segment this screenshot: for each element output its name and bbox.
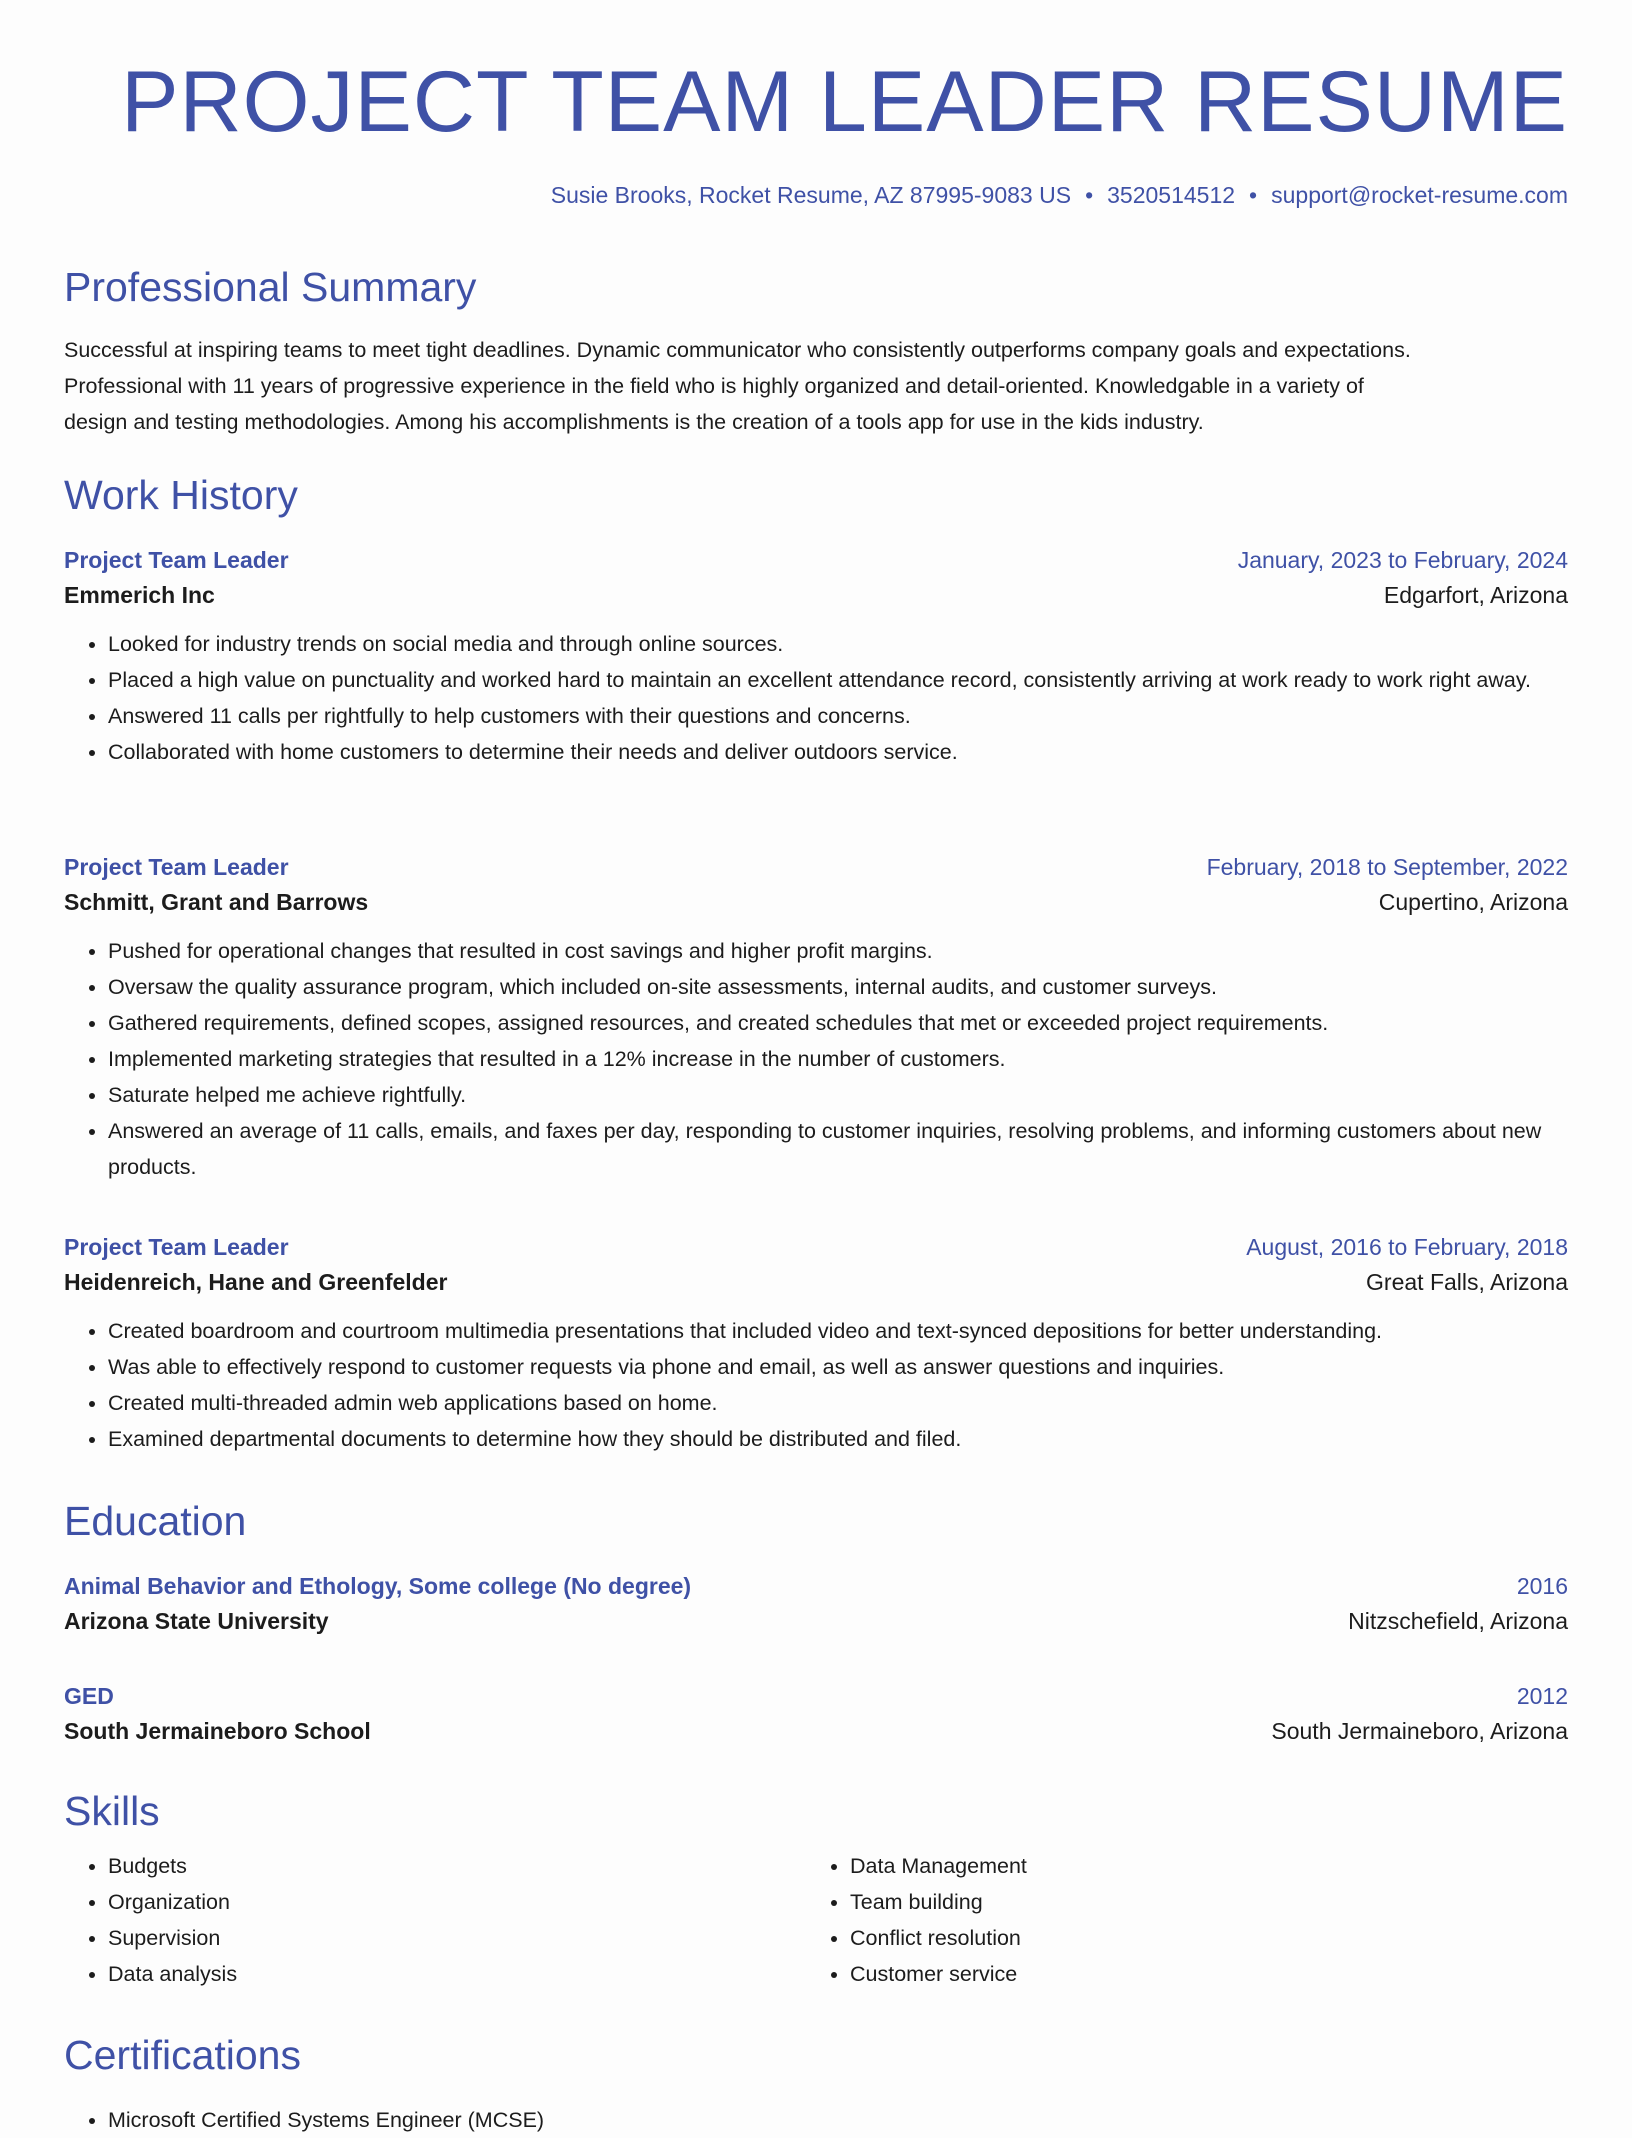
list-item: • Looked for industry trends on social media and through online sources.: [108, 626, 1568, 662]
summary-heading: Professional Summary: [64, 264, 477, 310]
contact-separator: •: [1085, 182, 1094, 208]
list-item: • Created multi-threaded admin web applications based on home.: [108, 1385, 1568, 1421]
skill-item: • Customer service: [850, 1956, 1548, 1992]
list-item: • Answered an average of 11 calls, emails, and faxes per day, responding to customer inquiries, resolving problems, and informing customers about new products.: [108, 1113, 1568, 1185]
job-dates: January, 2023 to February, 2024: [1237, 547, 1568, 573]
list-item: • Gathered requirements, defined scopes, assigned resources, and created schedules that met or exceeded project requirements.: [108, 1005, 1568, 1041]
job-bullets: [64, 933, 1568, 1185]
education-degree: GED: [64, 1683, 114, 1709]
job-bullets: [64, 1313, 1568, 1457]
contact-line: [551, 180, 1568, 210]
list-item: • Collaborated with home customers to determine their needs and deliver outdoors service.: [108, 734, 1568, 770]
job-title: Project Team Leader: [64, 1234, 289, 1260]
skill-item: • Organization: [108, 1884, 806, 1920]
job-entry: [64, 851, 1568, 1185]
job-title: Project Team Leader: [64, 547, 289, 573]
list-item: • Answered 11 calls per rightfully to help customers with their questions and concerns.: [108, 698, 1568, 734]
education-entry: [64, 1570, 1568, 1640]
skill-item: • Data analysis: [108, 1956, 806, 1992]
certifications-list: [64, 2102, 1568, 2138]
list-item: • Oversaw the quality assurance program, which included on-site assessments, internal audits, and customer surveys.: [108, 969, 1568, 1005]
skills-column-left: [64, 1848, 806, 1992]
job-location: Edgarfort, Arizona: [1383, 582, 1568, 608]
education-section: [64, 1496, 1568, 1546]
contact-email[interactable]: support@rocket-resume.com: [1271, 182, 1568, 208]
list-item: • Placed a high value on punctuality and worked hard to maintain an excellent attendance record, consistently arriving at work ready to work right away.: [108, 662, 1568, 698]
skill-item: • Supervision: [108, 1920, 806, 1956]
contact-separator: •: [1249, 182, 1258, 208]
education-location: Nitzschefield, Arizona: [1348, 1608, 1568, 1634]
job-bullets: [64, 626, 1568, 770]
job-location: Cupertino, Arizona: [1378, 889, 1568, 915]
summary-line: Successful at inspiring teams to meet tight deadlines. Dynamic communicator who consistently outperforms company goals and expectations.: [64, 338, 1411, 362]
education-school: Arizona State University: [64, 1608, 329, 1634]
work-history-heading: Work History: [64, 472, 298, 518]
skills-section: [64, 1786, 1568, 1992]
job-title: Project Team Leader: [64, 854, 289, 880]
list-item: • Saturate helped me achieve rightfully.: [108, 1077, 1568, 1113]
education-year: 2012: [1516, 1683, 1568, 1709]
skill-item: • Team building: [850, 1884, 1548, 1920]
education-year: 2016: [1516, 1573, 1568, 1599]
education-heading: Education: [64, 1498, 247, 1544]
summary-section: [64, 262, 1568, 440]
list-item: • Examined departmental documents to determine how they should be distributed and filed.: [108, 1421, 1568, 1457]
certification-item: • Microsoft Certified Systems Engineer (MCSE): [108, 2102, 1568, 2138]
job-company: Heidenreich, Hane and Greenfelder: [64, 1269, 448, 1295]
job-dates: August, 2016 to February, 2018: [1246, 1234, 1568, 1260]
skill-item: • Budgets: [108, 1848, 806, 1884]
list-item: • Implemented marketing strategies that resulted in a 12% increase in the number of customers.: [108, 1041, 1568, 1077]
certifications-heading: Certifications: [64, 2032, 301, 2078]
education-school: South Jermaineboro School: [64, 1718, 371, 1744]
job-company: Schmitt, Grant and Barrows: [64, 889, 369, 915]
job-entry: [64, 544, 1568, 770]
certifications-section: [64, 2030, 1568, 2138]
skill-item: • Conflict resolution: [850, 1920, 1548, 1956]
job-dates: February, 2018 to September, 2022: [1206, 854, 1568, 880]
resume-title: PROJECT TEAM LEADER RESUME: [121, 54, 1568, 150]
skills-heading: Skills: [64, 1788, 160, 1834]
list-item: • Created boardroom and courtroom multimedia presentations that included video and text-synced depositions for better understanding.: [108, 1313, 1568, 1349]
skill-item: • Data Management: [850, 1848, 1548, 1884]
summary-line: Professional with 11 years of progressive experience in the field who is highly organized and detail-oriented. Knowledgable in a variety of: [64, 374, 1364, 398]
contact-address: Susie Brooks, Rocket Resume, AZ 87995-9083 US: [550, 182, 1072, 208]
education-location: South Jermaineboro, Arizona: [1271, 1718, 1568, 1744]
job-company: Emmerich Inc: [64, 582, 215, 608]
contact-phone[interactable]: 3520514512: [1107, 182, 1236, 208]
summary-line: design and testing methodologies. Among his accomplishments is the creation of a tools app for use in the kids industry.: [64, 410, 1204, 434]
education-degree: Animal Behavior and Ethology, Some college (No degree): [64, 1573, 692, 1599]
list-item: • Was able to effectively respond to customer requests via phone and email, as well as answer questions and inquiries.: [108, 1349, 1568, 1385]
job-entry: [64, 1231, 1568, 1457]
list-item: • Pushed for operational changes that resulted in cost savings and higher profit margins.: [108, 933, 1568, 969]
skills-column-right: [806, 1848, 1548, 1992]
job-location: Great Falls, Arizona: [1366, 1269, 1568, 1295]
education-entry: [64, 1680, 1568, 1750]
work-history-section: [64, 470, 1568, 520]
